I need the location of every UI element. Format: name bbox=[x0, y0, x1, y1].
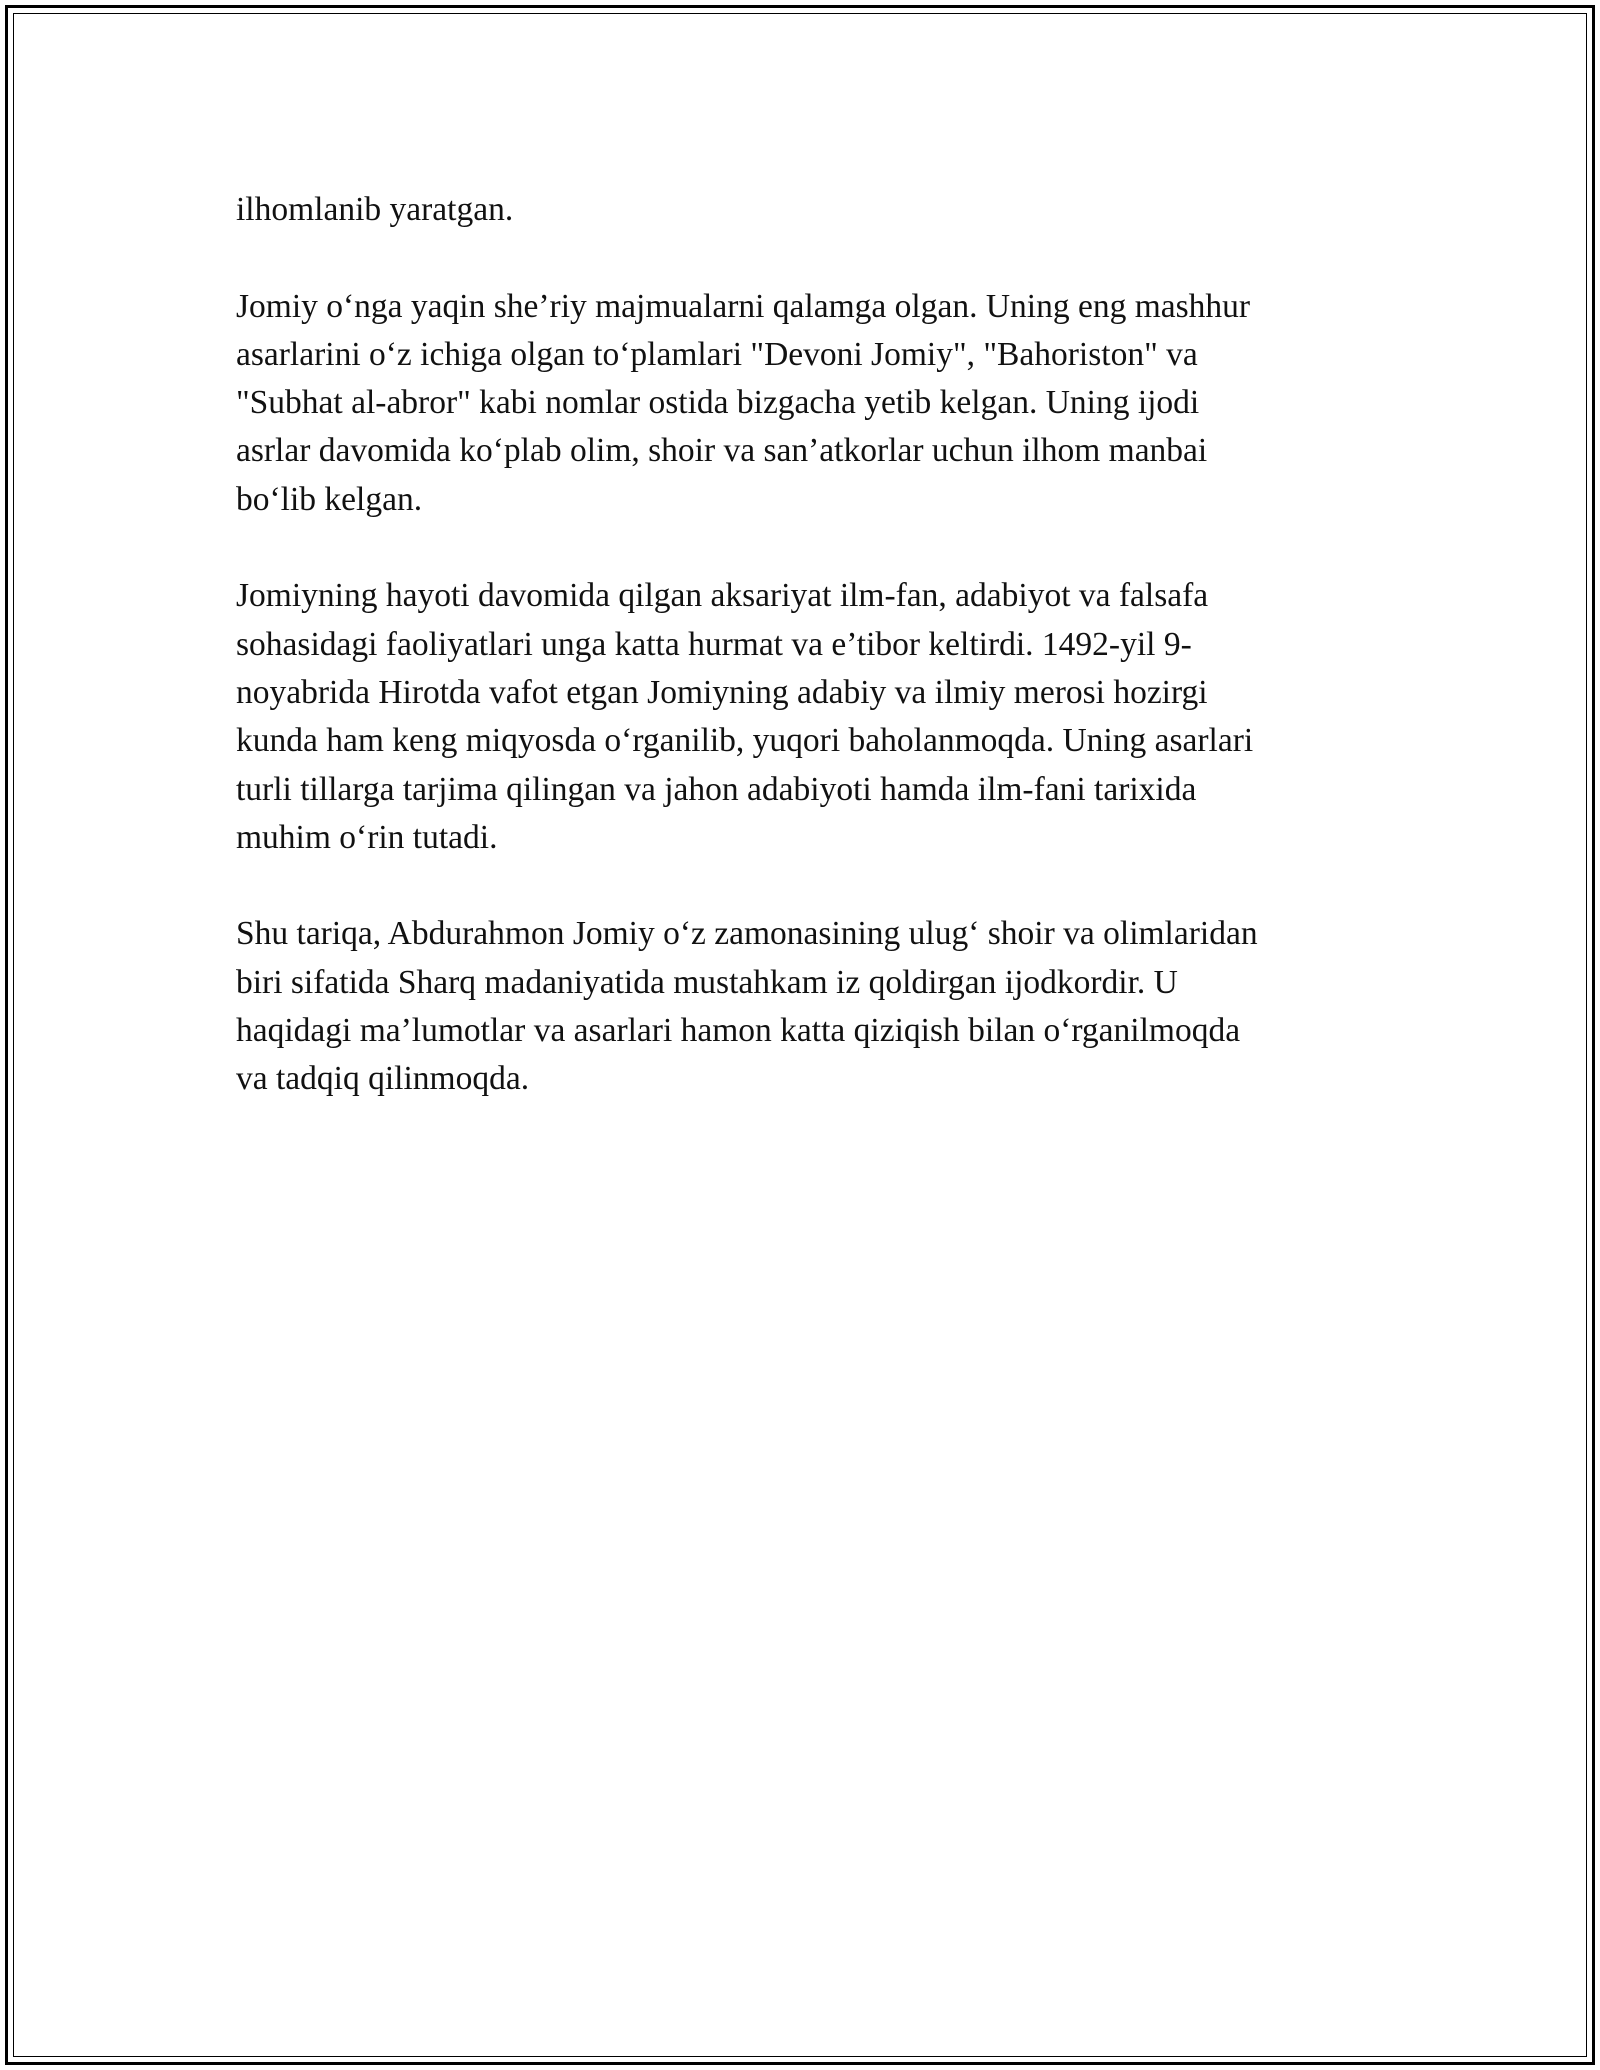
text-line: muhim o‘rin tutadi. bbox=[236, 818, 498, 856]
paragraph-1 bbox=[236, 186, 1376, 234]
text-line: turli tillarga tarjima qilingan va jahon adabiyoti hamda ilm-fani tarixida bbox=[236, 770, 1197, 808]
text-line: "Subhat al-abror" kabi nomlar ostida bizgacha yetib kelgan. Uning ijodi bbox=[236, 384, 1200, 422]
text-line: bo‘lib kelgan. bbox=[236, 480, 423, 518]
text-line: haqidagi ma’lumotlar va asarlari hamon katta qiziqish bilan o‘rganilmoqda bbox=[236, 1012, 1241, 1050]
text-line: biri sifatida Sharq madaniyatida mustahkam iz qoldirgan ijodkordir. U bbox=[236, 963, 1178, 1001]
text-line: sohasidagi faoliyatlari unga katta hurmat va e’tibor keltirdi. 1492-yil 9- bbox=[236, 625, 1192, 663]
text-line: Jomiyning hayoti davomida qilgan aksariyat ilm-fan, adabiyot va falsafa bbox=[236, 577, 1209, 615]
text-line: noyabrida Hirotda vafot etgan Jomiyning adabiy va ilmiy merosi hozirgi bbox=[236, 673, 1208, 711]
document-body bbox=[236, 186, 1376, 1152]
text-line: Shu tariqa, Abdurahmon Jomiy o‘z zamonasining ulug‘ shoir va olimlaridan bbox=[236, 915, 1258, 953]
text-line: kunda ham keng miqyosda o‘rganilib, yuqori baholanmoqda. Uning asarlari bbox=[236, 722, 1254, 760]
text-line: va tadqiq qilinmoqda. bbox=[236, 1060, 530, 1098]
paragraph-3 bbox=[236, 572, 1376, 862]
text-line: Jomiy o‘nga yaqin she’riy majmualarni qalamga olgan. Uning eng mashhur bbox=[236, 287, 1251, 325]
text-line: asrlar davomida ko‘plab olim, shoir va san’atkorlar uchun ilhom manbai bbox=[236, 432, 1208, 470]
paragraph-2 bbox=[236, 283, 1376, 524]
paragraph-4 bbox=[236, 910, 1376, 1103]
text-line: asarlarini o‘z ichiga olgan to‘plamlari "Devoni Jomiy", "Bahoriston" va bbox=[236, 335, 1198, 373]
text-line: ilhomlanib yaratgan. bbox=[236, 191, 514, 228]
